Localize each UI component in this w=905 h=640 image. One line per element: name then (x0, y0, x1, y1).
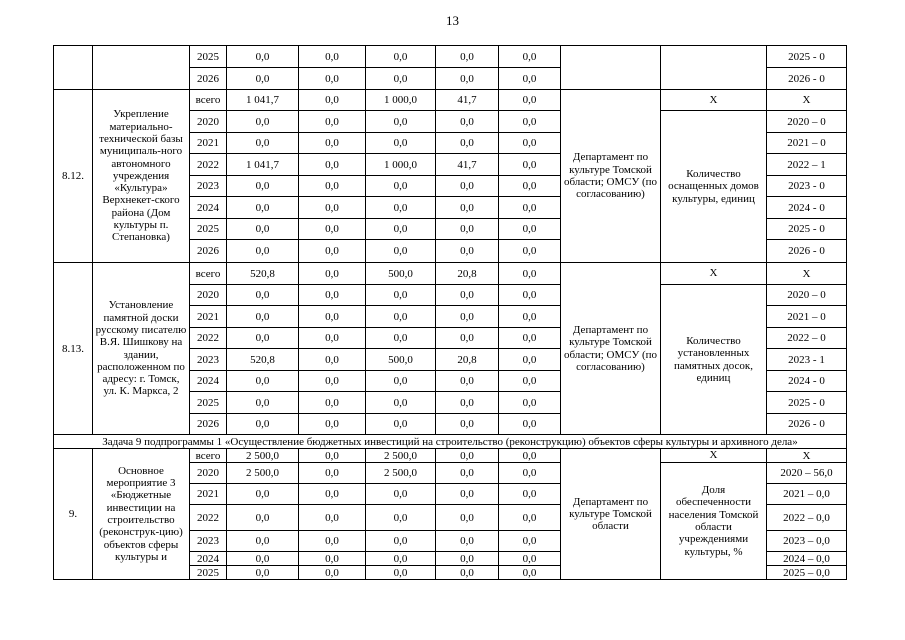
value-cell: 1 000,0 (366, 154, 436, 176)
value-cell: 2 500,0 (227, 463, 299, 484)
year-cell: 2022 (190, 328, 227, 349)
value-cell: 0,0 (499, 285, 561, 306)
value-cell: 0,0 (227, 176, 299, 197)
target-cell: X (767, 263, 847, 285)
value-cell: 2 500,0 (227, 449, 299, 463)
responsible-cell (561, 46, 661, 90)
year-cell: 2026 (190, 240, 227, 263)
value-cell: 0,0 (366, 414, 436, 435)
target-cell: 2024 – 0,0 (767, 552, 847, 566)
value-cell: 0,0 (499, 263, 561, 285)
value-cell: 0,0 (227, 68, 299, 90)
value-cell: 0,0 (499, 306, 561, 328)
year-cell: 2022 (190, 505, 227, 531)
value-cell: 0,0 (299, 392, 366, 414)
value-cell: 0,0 (227, 111, 299, 133)
value-cell: 0,0 (499, 505, 561, 531)
year-cell: 2025 (190, 566, 227, 580)
value-cell: 0,0 (299, 484, 366, 505)
target-cell: 2021 – 0 (767, 306, 847, 328)
value-cell: 0,0 (436, 552, 499, 566)
value-cell: 0,0 (499, 133, 561, 154)
target-cell: 2025 – 0,0 (767, 566, 847, 580)
year-cell: 2024 (190, 371, 227, 392)
value-cell: 0,0 (299, 197, 366, 219)
year-cell: 2025 (190, 46, 227, 68)
value-cell: 0,0 (436, 197, 499, 219)
responsible-executor: Департамент по культуре Томской области (561, 449, 661, 580)
value-cell: 520,8 (227, 349, 299, 371)
value-cell: 0,0 (299, 552, 366, 566)
indicator-x: X (661, 263, 767, 285)
value-cell: 0,0 (299, 349, 366, 371)
value-cell: 0,0 (499, 566, 561, 580)
indicator-name: Доля обеспеченности населения Томской области учреждениями культуры, % (661, 463, 767, 580)
indicator-name: Количество оснащенных домов культуры, единиц (661, 111, 767, 263)
target-cell: 2026 - 0 (767, 414, 847, 435)
target-cell: 2020 – 0 (767, 285, 847, 306)
value-cell: 0,0 (436, 505, 499, 531)
target-cell: X (767, 90, 847, 111)
value-cell: 0,0 (499, 197, 561, 219)
item-index: 9. (54, 449, 93, 580)
value-cell: 0,0 (227, 219, 299, 240)
value-cell: 0,0 (366, 328, 436, 349)
value-cell: 20,8 (436, 349, 499, 371)
responsible-executor: Департамент по культуре Томской области; ОМСУ (по согласованию) (561, 263, 661, 435)
value-cell: 0,0 (499, 111, 561, 133)
value-cell: 0,0 (227, 505, 299, 531)
item-name: Установление памятной доски русскому писателю В.Я. Шишкову на здании, расположенном по адресу: г. Томск, ул. К. Маркса, 2 (93, 263, 190, 435)
value-cell: 0,0 (436, 531, 499, 552)
value-cell: 0,0 (366, 68, 436, 90)
item-index: 8.13. (54, 263, 93, 435)
value-cell: 0,0 (499, 46, 561, 68)
value-cell: 0,0 (299, 371, 366, 392)
value-cell: 520,8 (227, 263, 299, 285)
value-cell: 0,0 (436, 328, 499, 349)
value-cell: 0,0 (299, 531, 366, 552)
year-cell: 2025 (190, 219, 227, 240)
budget-table (53, 45, 847, 580)
value-cell: 0,0 (227, 328, 299, 349)
value-cell: 0,0 (436, 176, 499, 197)
value-cell: 0,0 (366, 306, 436, 328)
value-cell: 0,0 (499, 531, 561, 552)
year-cell: всего (190, 263, 227, 285)
value-cell: 0,0 (366, 111, 436, 133)
value-cell: 0,0 (227, 552, 299, 566)
year-cell: 2020 (190, 285, 227, 306)
target-cell: 2022 – 0 (767, 328, 847, 349)
year-cell: 2021 (190, 484, 227, 505)
value-cell: 500,0 (366, 263, 436, 285)
indicator-x: X (661, 90, 767, 111)
table-row (54, 46, 847, 68)
value-cell: 0,0 (299, 111, 366, 133)
value-cell: 0,0 (436, 68, 499, 90)
year-cell: 2024 (190, 552, 227, 566)
value-cell: 0,0 (299, 133, 366, 154)
year-cell: 2020 (190, 463, 227, 484)
value-cell: 0,0 (299, 463, 366, 484)
value-cell: 0,0 (366, 46, 436, 68)
value-cell: 2 500,0 (366, 449, 436, 463)
value-cell: 0,0 (436, 463, 499, 484)
year-cell: 2023 (190, 349, 227, 371)
value-cell: 0,0 (299, 154, 366, 176)
value-cell: 0,0 (299, 176, 366, 197)
responsible-executor: Департамент по культуре Томской области; ОМСУ (по согласованию) (561, 90, 661, 263)
value-cell: 0,0 (436, 566, 499, 580)
value-cell: 0,0 (436, 240, 499, 263)
value-cell: 1 000,0 (366, 90, 436, 111)
year-cell: 2021 (190, 306, 227, 328)
task-row (54, 435, 847, 449)
value-cell: 0,0 (499, 68, 561, 90)
year-cell: 2021 (190, 133, 227, 154)
table-row (54, 449, 847, 463)
value-cell: 41,7 (436, 154, 499, 176)
target-cell: 2020 – 56,0 (767, 463, 847, 484)
table-row (54, 90, 847, 111)
value-cell: 0,0 (436, 46, 499, 68)
value-cell: 0,0 (499, 371, 561, 392)
target-cell: 2025 - 0 (767, 219, 847, 240)
year-cell: 2026 (190, 68, 227, 90)
value-cell: 0,0 (227, 197, 299, 219)
year-cell: всего (190, 449, 227, 463)
value-cell: 0,0 (499, 154, 561, 176)
value-cell: 0,0 (366, 505, 436, 531)
target-cell: 2021 – 0 (767, 133, 847, 154)
value-cell: 0,0 (227, 306, 299, 328)
value-cell: 0,0 (299, 46, 366, 68)
value-cell: 0,0 (499, 414, 561, 435)
name-cell (93, 46, 190, 90)
value-cell: 0,0 (227, 371, 299, 392)
year-cell: 2023 (190, 176, 227, 197)
value-cell: 0,0 (499, 484, 561, 505)
value-cell: 0,0 (436, 306, 499, 328)
value-cell: 0,0 (499, 328, 561, 349)
value-cell: 0,0 (436, 484, 499, 505)
value-cell: 0,0 (299, 263, 366, 285)
value-cell: 0,0 (436, 392, 499, 414)
value-cell: 0,0 (299, 414, 366, 435)
value-cell: 0,0 (227, 392, 299, 414)
value-cell: 0,0 (499, 90, 561, 111)
value-cell: 0,0 (366, 219, 436, 240)
value-cell: 0,0 (299, 306, 366, 328)
value-cell: 0,0 (227, 285, 299, 306)
value-cell: 0,0 (299, 90, 366, 111)
indicator-cell (661, 46, 767, 90)
value-cell: 20,8 (436, 263, 499, 285)
table-row (54, 263, 847, 285)
value-cell: 0,0 (299, 566, 366, 580)
value-cell: 0,0 (299, 240, 366, 263)
target-cell: 2023 - 1 (767, 349, 847, 371)
value-cell: 0,0 (366, 484, 436, 505)
target-cell: 2025 - 0 (767, 392, 847, 414)
value-cell: 0,0 (227, 566, 299, 580)
value-cell: 0,0 (299, 285, 366, 306)
value-cell: 0,0 (366, 566, 436, 580)
indicator-x: X (661, 449, 767, 463)
value-cell: 0,0 (436, 285, 499, 306)
value-cell: 0,0 (299, 449, 366, 463)
value-cell: 2 500,0 (366, 463, 436, 484)
target-cell: 2021 – 0,0 (767, 484, 847, 505)
target-cell: 2024 - 0 (767, 197, 847, 219)
target-cell: 2023 - 0 (767, 176, 847, 197)
value-cell: 0,0 (227, 414, 299, 435)
value-cell: 0,0 (227, 484, 299, 505)
year-cell: 2024 (190, 197, 227, 219)
year-cell: 2022 (190, 154, 227, 176)
target-cell: 2022 – 1 (767, 154, 847, 176)
value-cell: 0,0 (436, 111, 499, 133)
target-cell: 2022 – 0,0 (767, 505, 847, 531)
year-cell: всего (190, 90, 227, 111)
target-cell: 2026 - 0 (767, 240, 847, 263)
value-cell: 0,0 (366, 392, 436, 414)
value-cell: 0,0 (227, 46, 299, 68)
item-index: 8.12. (54, 90, 93, 263)
value-cell: 0,0 (436, 371, 499, 392)
value-cell: 0,0 (299, 328, 366, 349)
year-cell: 2025 (190, 392, 227, 414)
value-cell: 0,0 (499, 392, 561, 414)
value-cell: 41,7 (436, 90, 499, 111)
value-cell: 0,0 (499, 552, 561, 566)
value-cell: 0,0 (227, 133, 299, 154)
value-cell: 0,0 (499, 240, 561, 263)
year-cell: 2023 (190, 531, 227, 552)
value-cell: 0,0 (436, 449, 499, 463)
target-cell: X (767, 449, 847, 463)
value-cell: 0,0 (299, 219, 366, 240)
target-cell: 2026 - 0 (767, 68, 847, 90)
value-cell: 0,0 (499, 176, 561, 197)
value-cell: 500,0 (366, 349, 436, 371)
value-cell: 0,0 (436, 414, 499, 435)
item-name: Укрепление материально-технической базы муниципаль-ного автономного учреждения «Культура» Верхнекет-ского района (Дом культуры п. Степановка) (93, 90, 190, 263)
value-cell: 0,0 (299, 68, 366, 90)
target-cell: 2024 - 0 (767, 371, 847, 392)
value-cell: 0,0 (366, 240, 436, 263)
item-name: Основное мероприятие 3 «Бюджетные инвестиции на строительство (реконструк-цию) объектов сферы культуры и (93, 449, 190, 580)
value-cell: 0,0 (299, 505, 366, 531)
year-cell: 2026 (190, 414, 227, 435)
value-cell: 0,0 (366, 285, 436, 306)
value-cell: 0,0 (436, 219, 499, 240)
value-cell: 0,0 (499, 349, 561, 371)
value-cell: 0,0 (499, 449, 561, 463)
target-cell: 2020 – 0 (767, 111, 847, 133)
target-cell: 2025 - 0 (767, 46, 847, 68)
value-cell: 0,0 (499, 463, 561, 484)
value-cell: 0,0 (227, 240, 299, 263)
value-cell: 0,0 (499, 219, 561, 240)
indicator-name: Количество установленных памятных досок, единиц (661, 285, 767, 435)
task-title: Задача 9 подпрограммы 1 «Осуществление бюджетных инвестиций на строительство (реконструкцию) объектов сферы культуры и архивного дела» (54, 435, 847, 449)
value-cell: 0,0 (366, 552, 436, 566)
value-cell: 0,0 (436, 133, 499, 154)
value-cell: 1 041,7 (227, 90, 299, 111)
value-cell: 1 041,7 (227, 154, 299, 176)
value-cell: 0,0 (366, 197, 436, 219)
value-cell: 0,0 (366, 133, 436, 154)
year-cell: 2020 (190, 111, 227, 133)
value-cell: 0,0 (227, 531, 299, 552)
value-cell: 0,0 (366, 371, 436, 392)
page-number: 13 (446, 13, 459, 28)
target-cell: 2023 – 0,0 (767, 531, 847, 552)
index-cell (54, 46, 93, 90)
value-cell: 0,0 (366, 531, 436, 552)
value-cell: 0,0 (366, 176, 436, 197)
